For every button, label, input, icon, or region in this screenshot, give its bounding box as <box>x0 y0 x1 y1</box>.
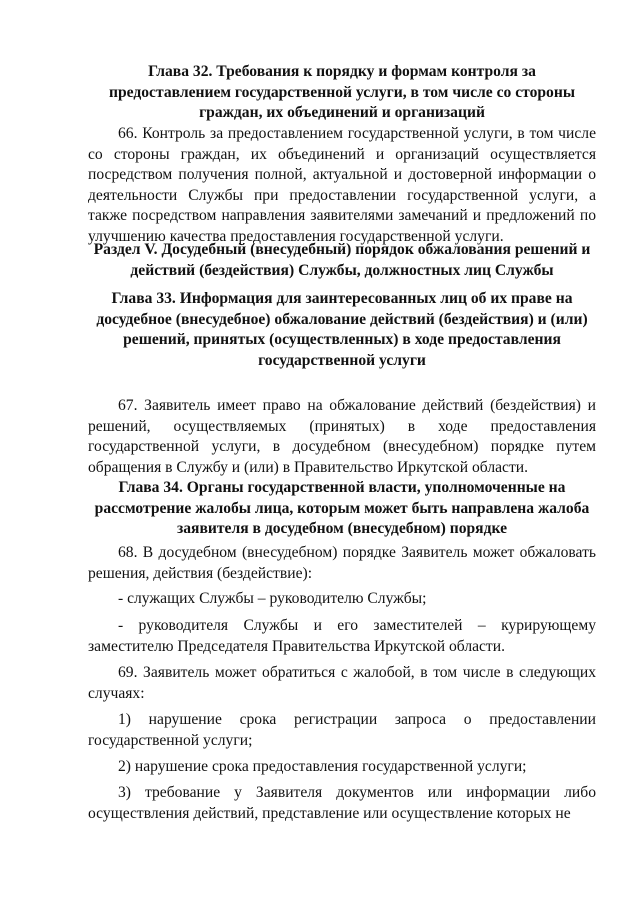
paragraph-69-item-1: 1) нарушение срока регистрации запроса о предоставлении государственной услуги; <box>88 711 596 749</box>
heading-section-5: Раздел V. Досудебный (внесудебный) порядок обжалования решений и действий (бездействия) Службы, должностных лиц Службы <box>93 241 591 279</box>
paragraph-69-item-3: 3) требование у Заявителя документов или информации либо осуществления действий, представление или осуществление которых не <box>88 784 596 822</box>
paragraph-69: 69. Заявитель может обратиться с жалобой, в том числе в следующих случаях: <box>88 664 596 702</box>
paragraph-68-item-1: - служащих Службы – руководителю Службы; <box>118 590 427 607</box>
paragraph-68: 68. В досудебном (внесудебном) порядке Заявитель может обжаловать решения, действия (бездействие): <box>88 544 596 582</box>
paragraph-68-item-2: - руководителя Службы и его заместителей – курирующему заместителю Председателя Правительства Иркутской области. <box>88 617 596 655</box>
heading-chapter-32: Глава 32. Требования к порядку и формам контроля за предоставлением государственной услуги, в том числе со стороны граждан, их объединений и организаций <box>109 63 575 122</box>
paragraph-69-item-2: 2) нарушение срока предоставления государственной услуги; <box>118 758 527 775</box>
paragraph-67: 67. Заявитель имеет право на обжалование действий (бездействия) и решений, осуществляемых (принятых) в ходе предоставления государственной услуги, в досудебном (внесудебном) порядке путем обращения в Службу и (или) в Правительство Иркутской области. <box>88 397 596 476</box>
heading-chapter-34: Глава 34. Органы государственной власти, уполномоченные на рассмотрение жалобы лица, которым может быть направлена жалоба заявителя в досудебном (внесудебном) порядке <box>94 479 590 538</box>
heading-chapter-33: Глава 33. Информация для заинтересованных лиц об их праве на досудебное (внесудебное) обжалование действий (бездействия) и (или) решений, принятых (осуществленных) в ходе предоставления государственной услуги <box>96 290 588 369</box>
paragraph-66: 66. Контроль за предоставлением государственной услуги, в том числе со стороны граждан, их объединений и организаций осуществляется посредством получения полной, актуальной и достоверной информации о деятельности Службы при предоставлении государственной услуги, а также посредством направления заявителями замечаний и предложений по улучшению качества предоставления государственной услуги. <box>88 125 596 245</box>
